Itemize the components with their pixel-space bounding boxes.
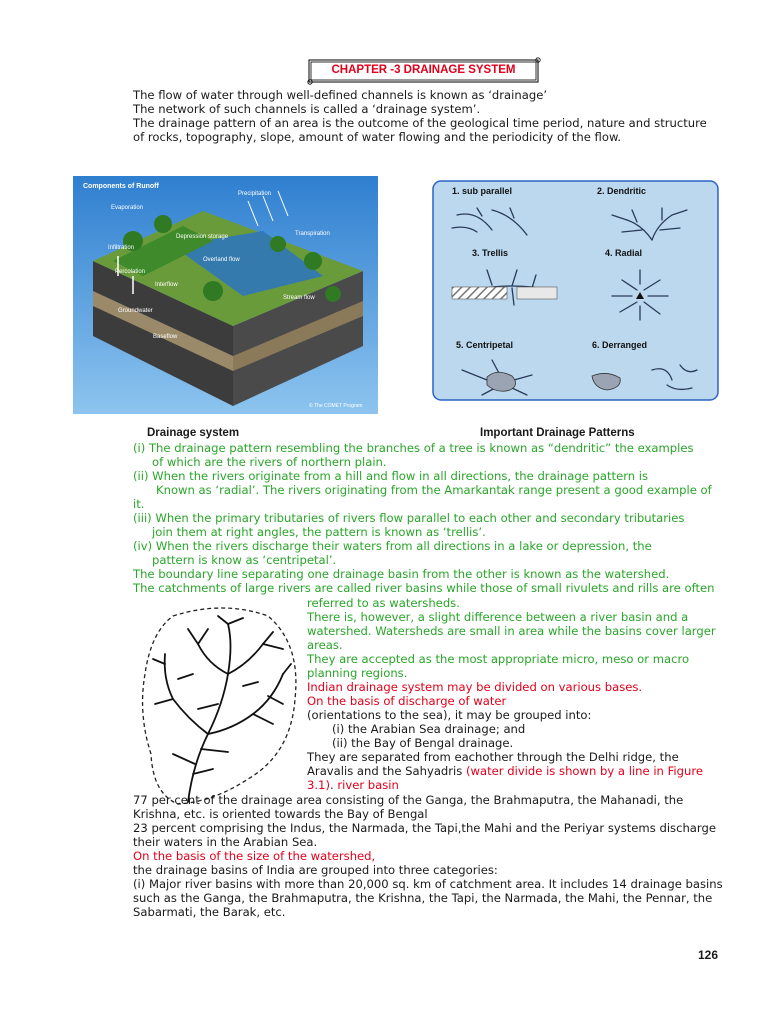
green-line-1: (i) The drainage pattern resembling the branches of a tree is known as “dendritic” the examples [133,441,694,455]
bottom-line-3: 23 percent comprising the Indus, the Narmada, the Tapi,the Mahi and the Periyar systems discharge [133,821,716,835]
right-green-3: watershed. Watersheds are small in area while the basins cover larger [307,624,716,638]
green-line-11: The catchments of large rivers are called river basins while those of small rivulets and rills are often [133,581,715,595]
right-green-2: There is, however, a slight difference between a river basin and a [307,610,689,624]
aravalis-text: Aravalis and the Sahyadris [307,764,466,778]
label-evaporation: Evaporation [111,205,144,211]
green-line-7: join them at right angles, the pattern is known as ‘trellis’. [152,525,486,539]
bottom-line-8: Sabarmati, the Barak, etc. [133,905,286,919]
river-basin-heading: river basin [337,778,399,792]
intro-line-3: The drainage pattern of an area is the outcome of the geological time period, nature and structure [133,116,707,130]
green-line-8: (iv) When the rivers discharge their waters from all directions in a lake or depression, the [133,539,652,553]
pattern-label-centripetal: 5. Centripetal [456,340,514,350]
water-divide-note: (water divide is shown by a line in Figure [466,764,703,778]
runoff-components-figure [73,176,378,414]
label-baseflow: Baseflow [153,334,178,340]
label-transpiration: Transpiration [295,231,330,237]
page-number: 126 [698,948,719,962]
runoff-title: Components of Runoff [83,183,159,190]
right-black-3 [307,764,703,778]
figure-credit: © The COMET Program [309,403,363,409]
right-red-2: On the basis of discharge of water [307,694,507,708]
caption-important-patterns: Important Drainage Patterns [480,427,635,439]
right-green-6: planning regions. [307,666,408,680]
right-black-1: (orientations to the sea), it may be grouped into: [307,708,592,722]
green-line-2: of which are the rivers of northern plain. [152,455,387,469]
label-precipitation: Precipitation [238,191,272,197]
right-black-4 [307,778,399,792]
right-green-1: referred to as watersheds. [307,596,460,610]
bottom-line-4: their waters in the Arabian Sea. [133,835,318,849]
right-red-1: Indian drainage system may be divided on various bases. [307,680,643,694]
green-line-9: pattern is know as ‘centripetal’. [152,553,337,567]
intro-line-1: The flow of water through well-defined channels is known as ‘drainage’ [133,88,548,102]
right-item-1: (i) the Arabian Sea drainage; and [332,722,526,736]
right-item-2: (ii) the Bay of Bengal drainage. [332,736,514,750]
green-line-3: (ii) When the rivers originate from a hill and flow in all directions, the drainage pattern is [133,469,649,483]
green-line-6: (iii) When the primary tributaries of rivers flow parallel to each other and secondary tributaries [133,511,685,525]
pattern-label-dendritic: 2. Dendritic [597,186,647,196]
bottom-line-2: Krishna, etc. is oriented towards the Bay of Bengal [133,807,428,821]
drainage-patterns-figure [432,180,719,401]
label-percolation: Percolation [115,269,146,275]
bottom-line-7: such as the Ganga, the Brahmaputra, the Krishna, the Tapi, the Narmada, the Mahi, the Pennar, the [133,891,713,905]
pattern-label-radial: 4. Radial [605,248,643,258]
green-line-5: it. [133,497,145,511]
pattern-label-derranged: 6. Derranged [592,340,648,350]
bottom-line-5: the drainage basins of India are grouped into three categories: [133,863,498,877]
watershed-figure [133,604,303,812]
figure-ref: 3.1) [307,778,330,792]
bottom-line-6: (i) Major river basins with more than 20,000 sq. km of catchment area. It includes 14 drainage basins [133,877,723,891]
label-infiltration: Infiltration [108,245,135,251]
label-groundwater: Groundwater [118,308,153,314]
label-overland-flow: Overland flow [203,257,240,263]
label-interflow: Interflow [155,282,178,288]
caption-drainage-system: Drainage system [147,427,240,439]
label-depression-storage: Depression storage [176,234,229,240]
right-black-2: They are separated from eachother through the Delhi ridge, the [307,750,679,764]
bottom-line-1: 77 per cent of the drainage area consisting of the Ganga, the Brahmaputra, the Mahanadi, the [133,793,684,807]
green-line-10: The boundary line separating one drainage basin from the other is known as the watershed. [133,567,670,581]
bottom-red-heading: On the basis of the size of the watershed, [133,849,376,863]
chapter-title: CHAPTER -3 DRAINAGE SYSTEM [331,64,516,76]
intro-line-4: of rocks, topography, slope, amount of water flowing and the periodicity of the flow. [133,130,622,144]
pattern-label-subparallel: 1. sub parallel [452,186,513,196]
chapter-title-box [307,57,540,83]
label-stream-flow: Stream flow [283,295,315,301]
green-line-4: Known as ‘radial’. The rivers originating from the Amarkantak range present a good example of [156,483,712,497]
right-green-5: They are accepted as the most appropriate micro, meso or macro [307,652,690,666]
pattern-label-trellis: 3. Trellis [472,248,509,258]
right-green-4: areas. [307,638,343,652]
figure-ref-punct: . [329,778,338,792]
intro-line-2: The network of such channels is called a ‘drainage system’. [133,102,481,116]
